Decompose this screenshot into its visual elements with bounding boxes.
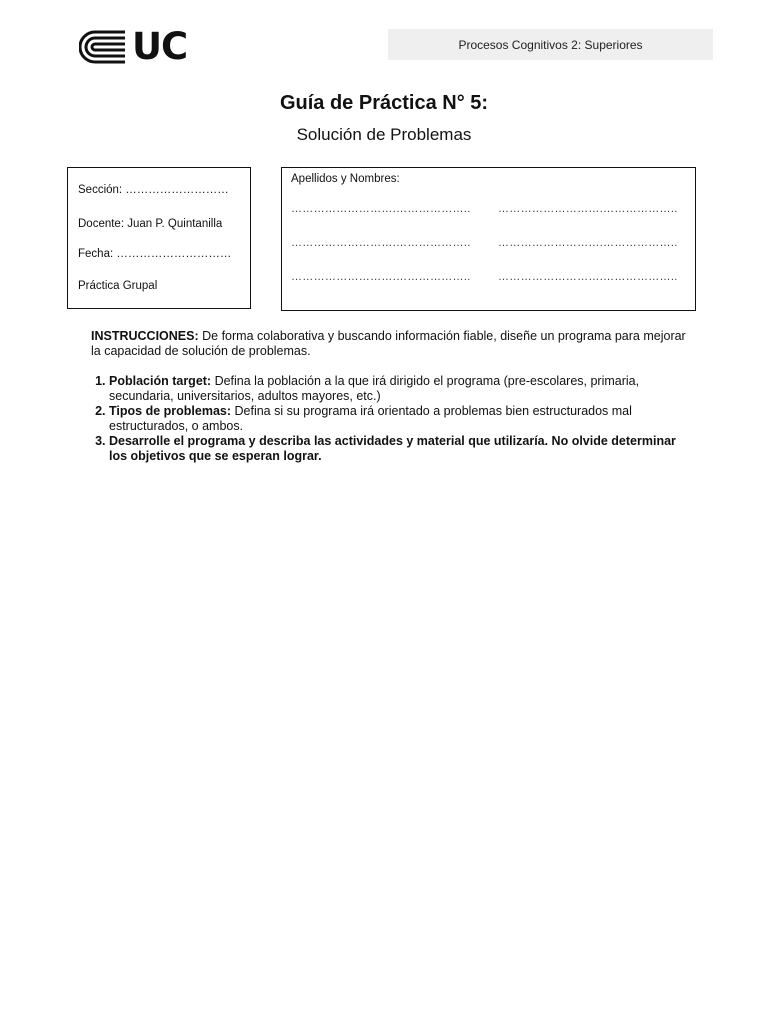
name-blank: ……………………….………………..: [498, 271, 678, 283]
list-item: [109, 434, 691, 464]
instructions-text: De forma colaborativa y buscando información fiable, diseñe un programa para mejorar la capacidad de solución de problemas.: [91, 329, 686, 358]
page-subtitle: Solución de Problemas: [296, 125, 472, 144]
names-box: [281, 167, 696, 311]
info-box: [67, 167, 251, 309]
list-item: [109, 374, 691, 404]
instructions: [91, 329, 691, 464]
item-text: Defina la población a la que irá dirigido el programa (pre-escolares, primaria, secundaria, universitarios, adultos mayores, etc.): [109, 374, 640, 403]
name-blank: ……………………….………………..: [291, 271, 471, 283]
instructions-list: [91, 374, 691, 464]
item-text: Defina si su programa irá orientado a problemas bien estructurados mal estructurados, o ambos.: [109, 404, 632, 433]
name-blank: ……………………….………………..: [291, 203, 471, 215]
list-item: [109, 404, 691, 434]
instructions-heading: INSTRUCCIONES:: [91, 329, 199, 343]
date-field: Fecha: …………………………: [78, 248, 232, 260]
page-title: Guía de Práctica N° 5:: [279, 92, 489, 114]
name-blank: ……………………….………………..: [498, 203, 678, 215]
item-heading: Población target:: [109, 374, 212, 388]
uc-logo-icon: [79, 30, 127, 64]
section-field: Sección: ………………………: [78, 184, 229, 196]
item-heading: Tipos de problemas:: [109, 404, 232, 418]
logo-text: UC: [132, 25, 188, 68]
item-heading: Desarrolle el programa y describa las actividades y material que utilizaría. No olvide determinar los objetivos que se esperan lograr.: [109, 434, 676, 463]
course-name: Procesos Cognitivos 2: Superiores: [388, 29, 713, 60]
name-blank: ……………………….………………..: [498, 237, 678, 249]
name-blank: ……………………….………………..: [291, 237, 471, 249]
teacher-field: Docente: Juan P. Quintanilla: [78, 218, 223, 230]
instructions-intro: [91, 329, 691, 359]
names-label: Apellidos y Nombres:: [291, 173, 400, 185]
uc-logo: [79, 25, 203, 68]
practice-mode: Práctica Grupal: [78, 280, 158, 292]
